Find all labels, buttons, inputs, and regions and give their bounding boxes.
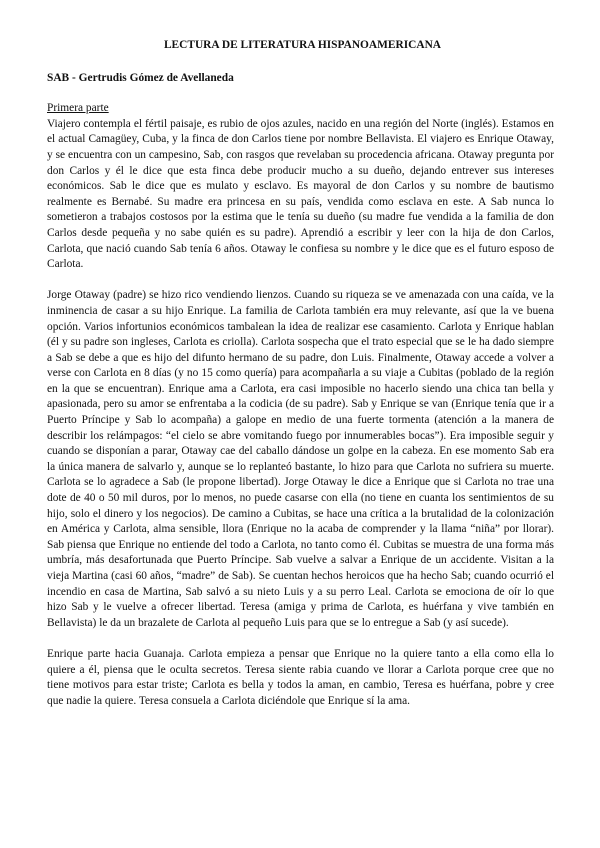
document-subtitle: SAB - Gertrudis Gómez de Avellaneda — [47, 71, 234, 84]
document-title: LECTURA DE LITERATURA HISPANOAMERICANA — [163, 39, 442, 51]
document-page — [47, 38, 554, 725]
paragraph: Viajero contempla el fértil paisaje, es rubio de ojos azules, nacido en una región del Norte (inglés). Estamos en el actual Camagüey, Cuba, y la finca de don Carlos tiene por nombre Bellavista. El viajero es Enrique Otaway, y se encuentra con un campesino, Sab, con rasgos que revelaban su procedencia africana. Otaway pregunta por don Carlos y él le dice que esta finca debe producir mucho a su dueño, dejando entrever sus intereses económicos. Sab le dice que es mulato y esclavo. Es mayoral de don Carlos y su nombre de bautismo realmente es Bernabé. Su madre era princesa en su país, vendida como esclava en este. A Sab nunca lo sometieron a trabajos costosos por la estima que le tenía su dueño (su madre fue vendida a la familia de don Carlos desde pequeña y no sabe quién es su padre). Aprendió a escribir y leer con la hija de don Carlos, Carlota, que nació cuando Sab tenía 6 años. Otaway le confiesa su nombre y le dice que es el futuro esposo de Carlota. — [47, 117, 554, 271]
section-heading: Primera parte — [47, 102, 109, 115]
paragraph: Jorge Otaway (padre) se hizo rico vendiendo lienzos. Cuando su riqueza se ve amenazada con una caída, ve la inminencia de casar a su hijo Enrique. La familia de Carlota también era muy relevante, así que la ve buena opción. Varios infortunios económicos tambalean la idea de realizar ese casamiento. Carlota y Enrique hablan (él y su padre son ingleses, Carlota es criolla). Carlota sospecha que el trato especial que se le ha dado siempre a Sab se debe a que es hijo del difunto hermano de su padre, don Luis. Finalmente, Otaway accede a volver a verse con Carlota en 8 días (y no 15 como quería) para acompañarla a su viaje a Cubitas (poblado de la región en la que se encuentran). Enrique ama a Carlota, era casi imposible no hacerlo siendo una chica tan bella y apasionada, pero su amor se enfrentaba a la codicia (de su padre). Sab y Enrique se van (Enrique tenía que ir a Puerto Príncipe y Sab lo acompaña) a galope en medio de una fuerte tormenta (atención a la manera de describir los relámpagos: “el cielo se abre vomitando fuego por innumerables bocas”). Era imposible seguir y cuando se disponían a parar, Otaway cae del caballo dándose un golpe en la cabeza. En ese momento Sab era la única manera de salvarlo y, aunque se lo replanteó bastante, lo hizo para que Carlota no sufriera su muerte. Carlota se lo agradece a Sab (le propone libertad). Jorge Otaway le dice a Enrique que si Carlota no trae una dote de 40 o 50 mil duros, por lo menos, no puede casarse con ella (no tiene en cuanta los sentimientos de su hijo, solo el dinero y los negocios). De camino a Cubitas, se hace una crítica a la brutalidad de la colonización en América y Carlota, alma sensible, llora (Enrique no la acaba de comprender y la llama “niña” por llorar). Sab piensa que Enrique no entiende del todo a Carlota, no tanto como él. Cubitas se muestra de una forma más umbría, más desafortunada que Puerto Príncipe. Sab vuelve a salvar a Enrique de un accidente. Visitan a la vieja Martina (casi 60 años, “madre” de Sab). Se cuentan hechos heroicos que ha hecho Sab; cuando ocurrió el incendio en casa de Martina, Sab salvó a su nieto Luis y a su perro Leal. Carlota se emociona de oír lo que hizo Sab y le vuelve a ofrecer libertad. Teresa (amiga y prima de Carlota, es huérfana y vive también en Bellavista) le da un brazalete de Carlota al pequeño Luis para que se lo entregue a Sab (y así sucede). — [47, 289, 554, 629]
paragraph: Enrique parte hacia Guanaja. Carlota empieza a pensar que Enrique no la quiere tanto a ella como ella lo quiere a él, piensa que le oculta secretos. Teresa siente rabia cuando ve llorar a Carlota porque cree que no tiene motivos para estar triste; Carlota es bella y todos la aman, en cambio, Teresa es huérfana, pobre y cree que nadie la quiere. Teresa consuela a Carlota diciéndole que Enrique sí la ama. — [47, 647, 554, 707]
